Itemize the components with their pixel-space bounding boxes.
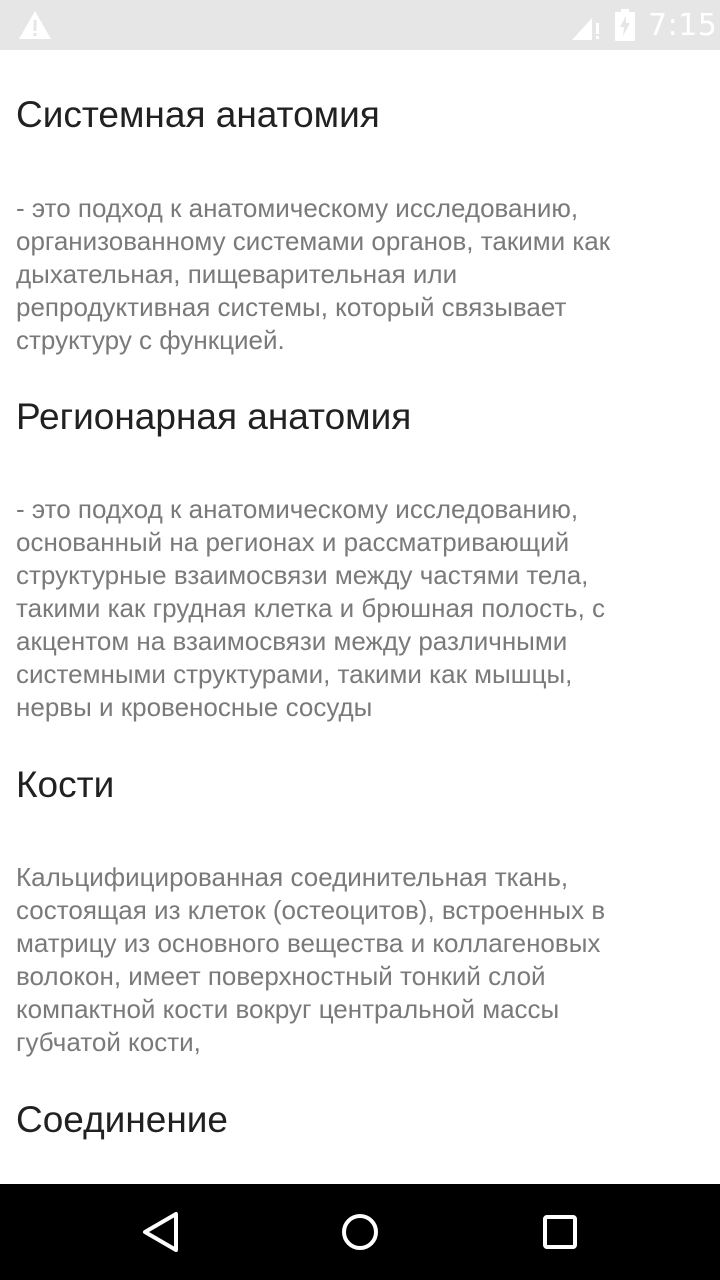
section-text-bones: Кальцифицированная соединительная ткань, состоящая из клеток (остеоцитов), встроенных в матрицу из основного вещества и коллагеновых волокон, имеет поверхностный тонкий слой компактной кости вокруг центральной массы губчатой кости, [16, 862, 606, 1057]
section-text-regional-anatomy: - это подход к анатомическому исследованию, основанный на регионах и рассматривающий структурные взаимосвязи между частями тела, такими как грудная клетка и брюшная полость, с акцентом на взаимосвязи между различными системными структурами, такими как мышцы, нервы и кровеносные сосуды [16, 494, 606, 722]
navigation-bar [0, 1184, 720, 1280]
back-icon [136, 1208, 184, 1256]
section-title-systemic-anatomy: Системная анатомия [16, 94, 380, 135]
recents-button[interactable] [536, 1208, 584, 1256]
section-title-regional-anatomy: Регионарная анатомия [16, 396, 412, 437]
back-button[interactable] [136, 1208, 184, 1256]
section-title-bones: Кости [16, 764, 115, 805]
status-time: 7:15 [648, 8, 718, 43]
warning-icon [18, 10, 52, 40]
recents-icon [536, 1208, 584, 1256]
home-icon [336, 1208, 384, 1256]
battery-charging-icon [615, 9, 635, 41]
signal-icon [570, 13, 602, 41]
content-list[interactable] [0, 50, 720, 1184]
section-text-systemic-anatomy: - это подход к анатомическому исследованию, организованному системами органов, такими как дыхательная, пищеварительная или репродуктивная системы, который связывает структуру с функцией. [16, 193, 611, 355]
section-title-joint: Соединение [16, 1099, 229, 1140]
status-bar [0, 0, 720, 50]
home-button[interactable] [336, 1208, 384, 1256]
